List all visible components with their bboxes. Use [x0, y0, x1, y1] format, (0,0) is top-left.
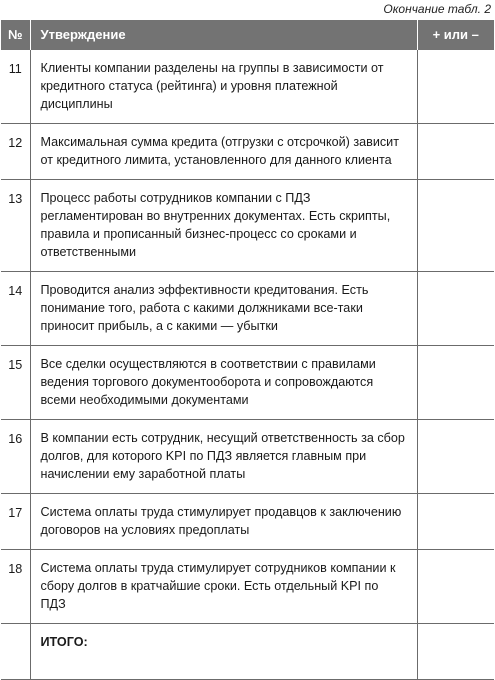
row-mark-cell[interactable] — [417, 494, 494, 550]
row-number: 17 — [1, 494, 30, 550]
statements-table — [1, 20, 494, 680]
row-statement: Система оплаты труда стимулирует продавцов к заключению договоров на условиях предоплаты — [30, 494, 417, 550]
table-row — [1, 494, 494, 550]
header-mark: + или – — [417, 20, 494, 50]
row-mark-cell[interactable] — [417, 124, 494, 180]
row-statement: Процесс работы сотрудников компании с ПДЗ регламентирован во внутренних документах. Есть скрипты, правила и прописанный бизнес-процесс со сроками и ответственными — [30, 180, 417, 272]
row-mark-cell[interactable] — [417, 550, 494, 624]
table-row — [1, 550, 494, 624]
row-mark-cell[interactable] — [417, 420, 494, 494]
row-statement: Проводится анализ эффективности кредитования. Есть понимание того, работа с какими должниками все-таки приносит прибыль, а с какими — убытки — [30, 272, 417, 346]
table-row — [1, 50, 494, 124]
total-label: ИТОГО: — [30, 624, 417, 680]
header-statement: Утверждение — [30, 20, 417, 50]
row-mark-cell[interactable] — [417, 346, 494, 420]
table-row — [1, 420, 494, 494]
row-number: 14 — [1, 272, 30, 346]
header-num: № — [1, 20, 30, 50]
row-statement: Все сделки осуществляются в соответствии с правилами ведения торгового документооборота и сопровождаются всеми необходимыми документами — [30, 346, 417, 420]
row-statement: Максимальная сумма кредита (отгрузки с отсрочкой) зависит от кредитного лимита, установленного для данного клиента — [30, 124, 417, 180]
table-row — [1, 180, 494, 272]
total-number — [1, 624, 30, 680]
row-statement: Клиенты компании разделены на группы в зависимости от кредитного статуса (рейтинга) и уровня платежной дисциплины — [30, 50, 417, 124]
table-row — [1, 346, 494, 420]
table-header-row — [1, 20, 494, 50]
total-mark-cell[interactable] — [417, 624, 494, 680]
row-number: 18 — [1, 550, 30, 624]
row-mark-cell[interactable] — [417, 180, 494, 272]
table-row — [1, 124, 494, 180]
total-row — [1, 624, 494, 680]
row-number: 11 — [1, 50, 30, 124]
row-statement: В компании есть сотрудник, несущий ответственность за сбор долгов, для которого KPI по ПДЗ является главным при начислении ему заработной платы — [30, 420, 417, 494]
row-number: 15 — [1, 346, 30, 420]
row-number: 16 — [1, 420, 30, 494]
row-mark-cell[interactable] — [417, 272, 494, 346]
row-statement: Система оплаты труда стимулирует сотрудников компании к сбору долгов в кратчайшие сроки. Есть отдельный KPI по ПДЗ — [30, 550, 417, 624]
row-mark-cell[interactable] — [417, 50, 494, 124]
table-caption: Окончание табл. 2 — [383, 2, 491, 16]
row-number: 12 — [1, 124, 30, 180]
table-row — [1, 272, 494, 346]
row-number: 13 — [1, 180, 30, 272]
